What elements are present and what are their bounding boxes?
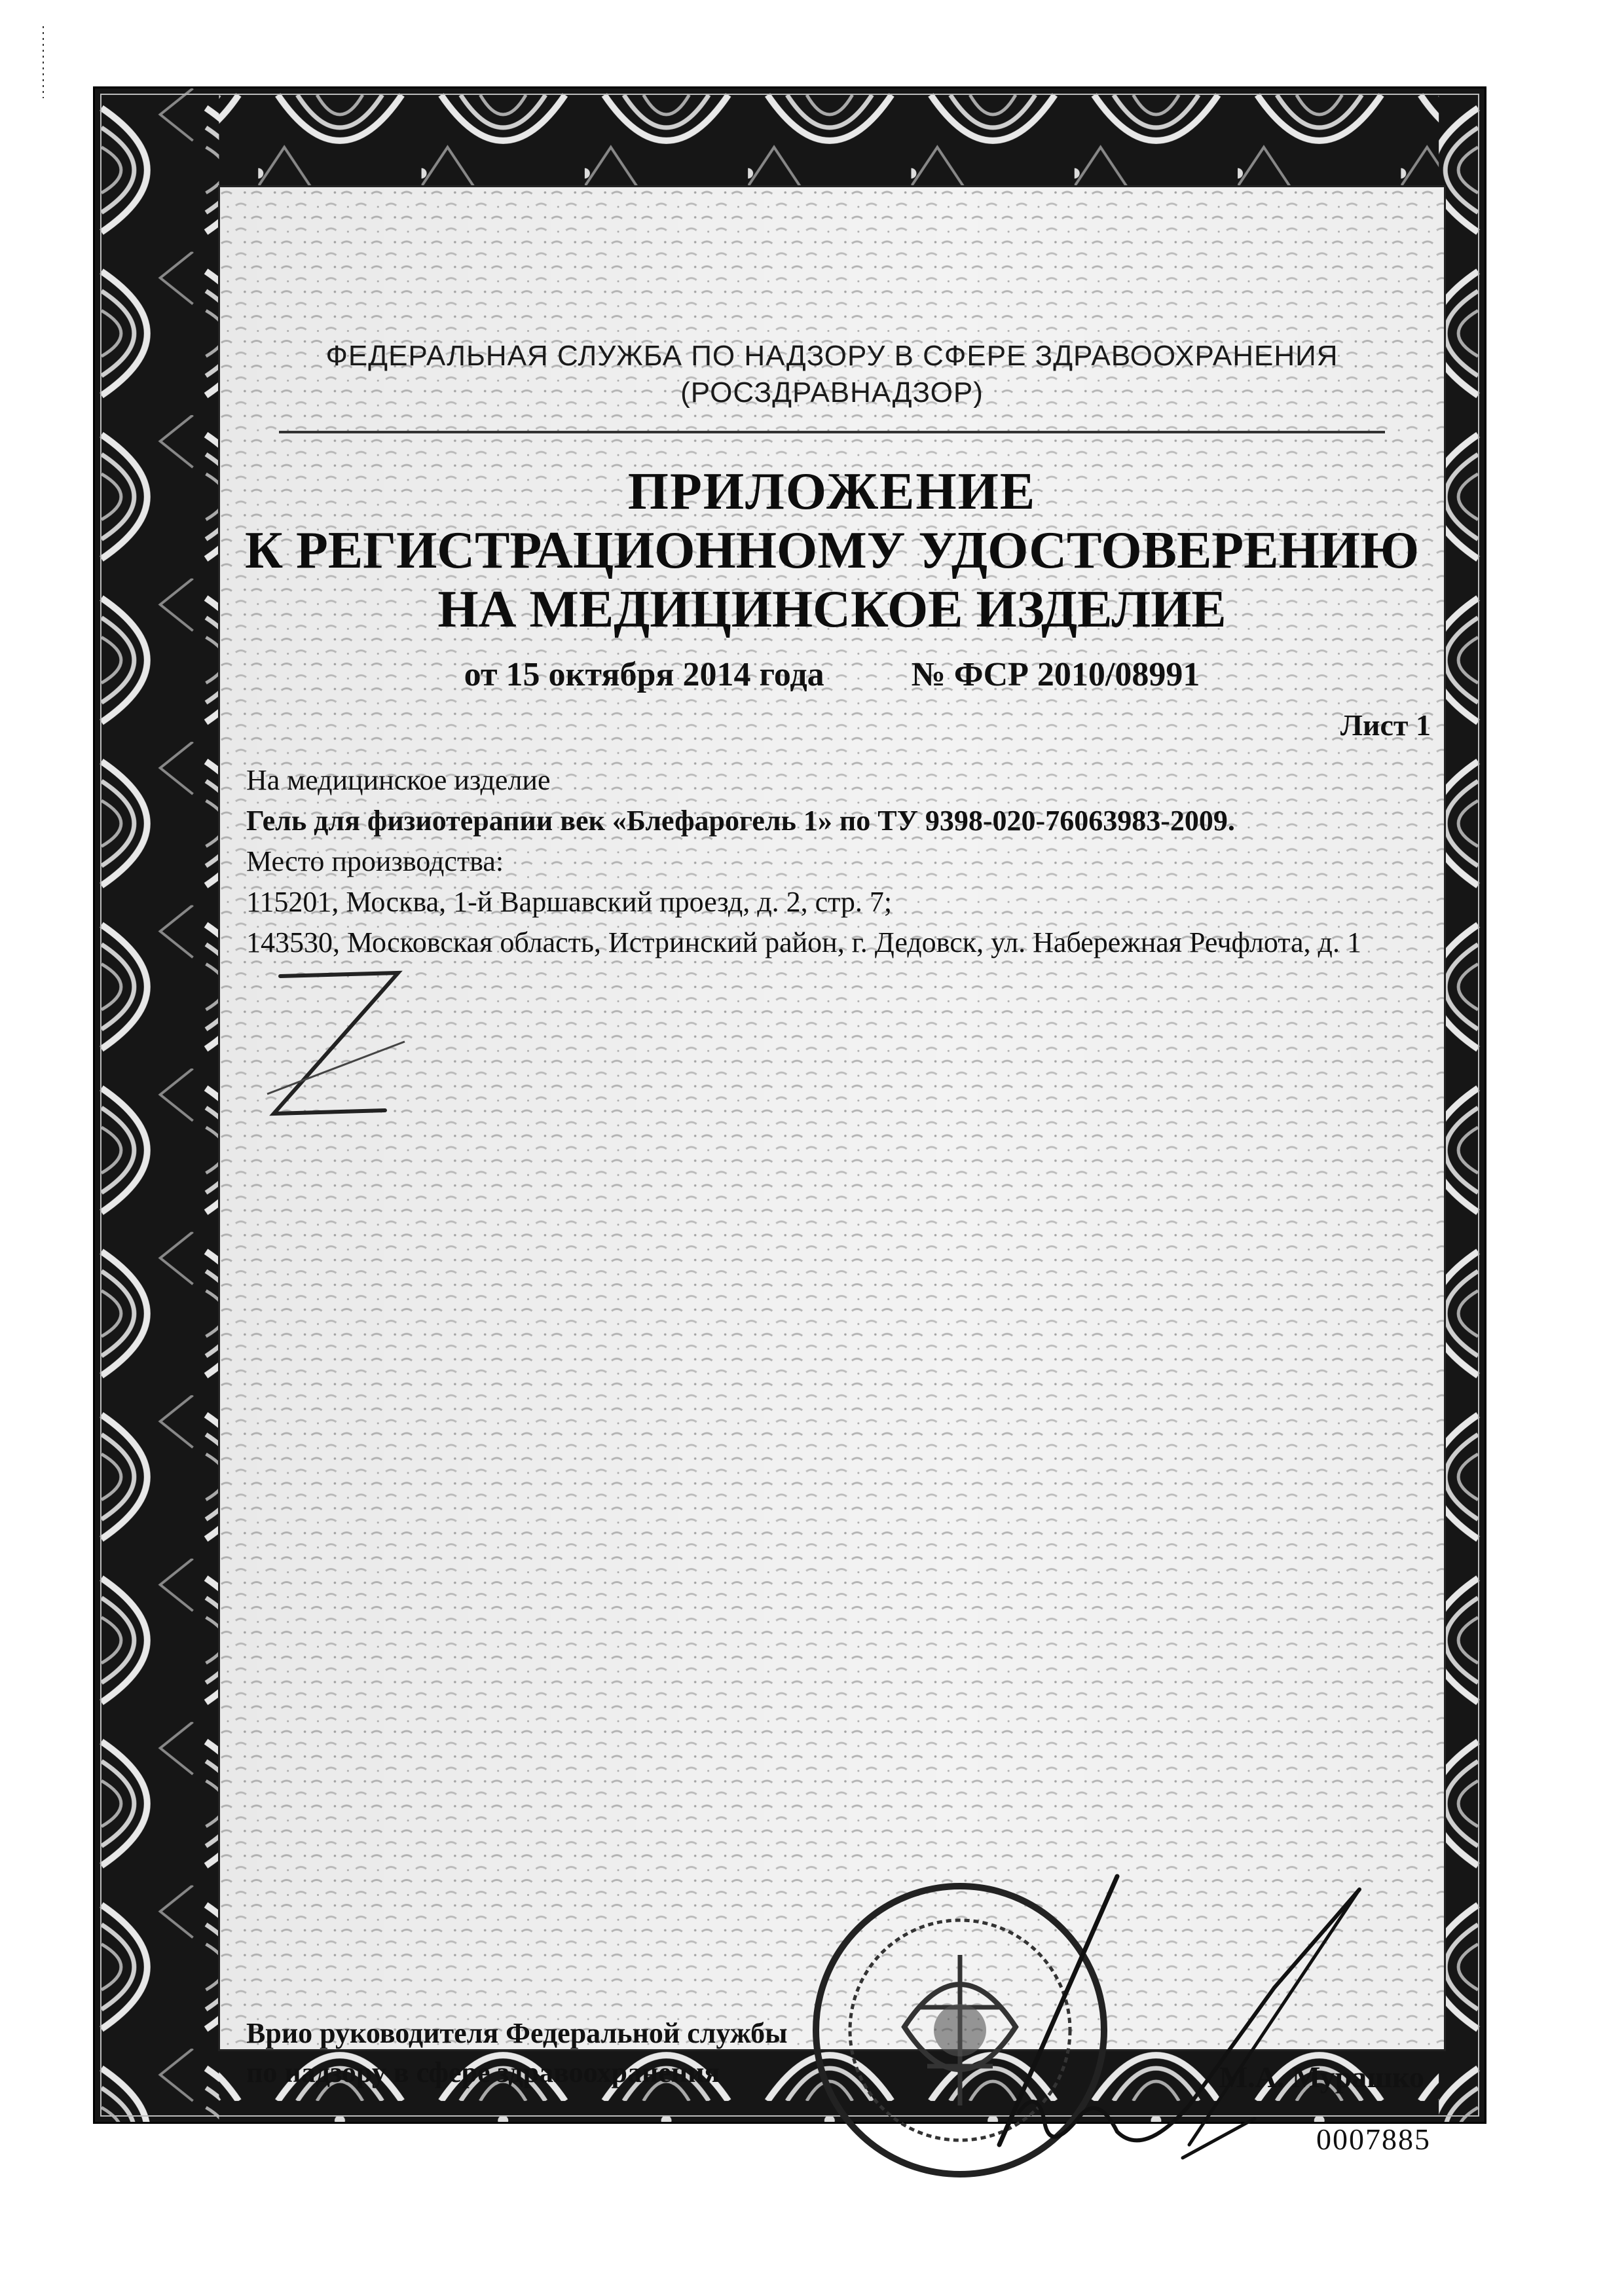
registration-meta bbox=[220, 655, 1444, 694]
signatory-position bbox=[246, 2014, 788, 2092]
position-line-1: Врио руководителя Федеральной службы bbox=[246, 2017, 788, 2049]
agency-name: ФЕДЕРАЛЬНАЯ СЛУЖБА ПО НАДЗОРУ В СФЕРЕ ЗДРАВООХРАНЕНИЯ bbox=[325, 340, 1338, 372]
ornamental-frame bbox=[93, 86, 1486, 2156]
production-label: Место производства: bbox=[246, 845, 504, 877]
product-description: Гель для физиотерапии век «Блефарогель 1» по ТУ 9398-020-76063983-2009. bbox=[246, 805, 1235, 837]
signer-name: М.А. Мурашко bbox=[1219, 2060, 1424, 2094]
production-address-1: 115201, Москва, 1-й Варшавский проезд, д. 2, стр. 7; bbox=[246, 886, 893, 918]
document-title: ПРИЛОЖЕНИЕ bbox=[627, 463, 1037, 520]
issue-date: от 15 октября 2014 года bbox=[464, 656, 824, 693]
agency-abbreviation: (РОСЗДРАВНАДЗОР) bbox=[680, 376, 984, 409]
issuing-agency bbox=[220, 338, 1444, 411]
intro-line: На медицинское изделие bbox=[246, 764, 551, 796]
scan-artifact bbox=[39, 26, 47, 98]
sheet-number: Лист 1 bbox=[1340, 708, 1431, 742]
z-strike-mark bbox=[254, 963, 424, 1140]
position-line-2: по надзору в сфере здравоохранения bbox=[246, 2056, 720, 2088]
document-subtitle-1: К РЕГИСТРАЦИОННОМУ УДОСТОВЕРЕНИЮ bbox=[244, 522, 1420, 579]
form-serial-number: 0007885 bbox=[1316, 2123, 1431, 2156]
document-subtitle-2: НА МЕДИЦИНСКОЕ ИЗДЕЛИЕ bbox=[437, 581, 1227, 638]
header-divider bbox=[279, 431, 1385, 433]
registration-number: № ФСР 2010/08991 bbox=[911, 656, 1200, 693]
document-panel bbox=[218, 185, 1446, 2156]
production-address-2: 143530, Московская область, Истринский район, г. Дедовск, ул. Набережная Речфлота, д. 1 bbox=[246, 926, 1361, 958]
handwritten-signature bbox=[993, 1804, 1464, 2171]
document-body bbox=[246, 760, 1431, 963]
